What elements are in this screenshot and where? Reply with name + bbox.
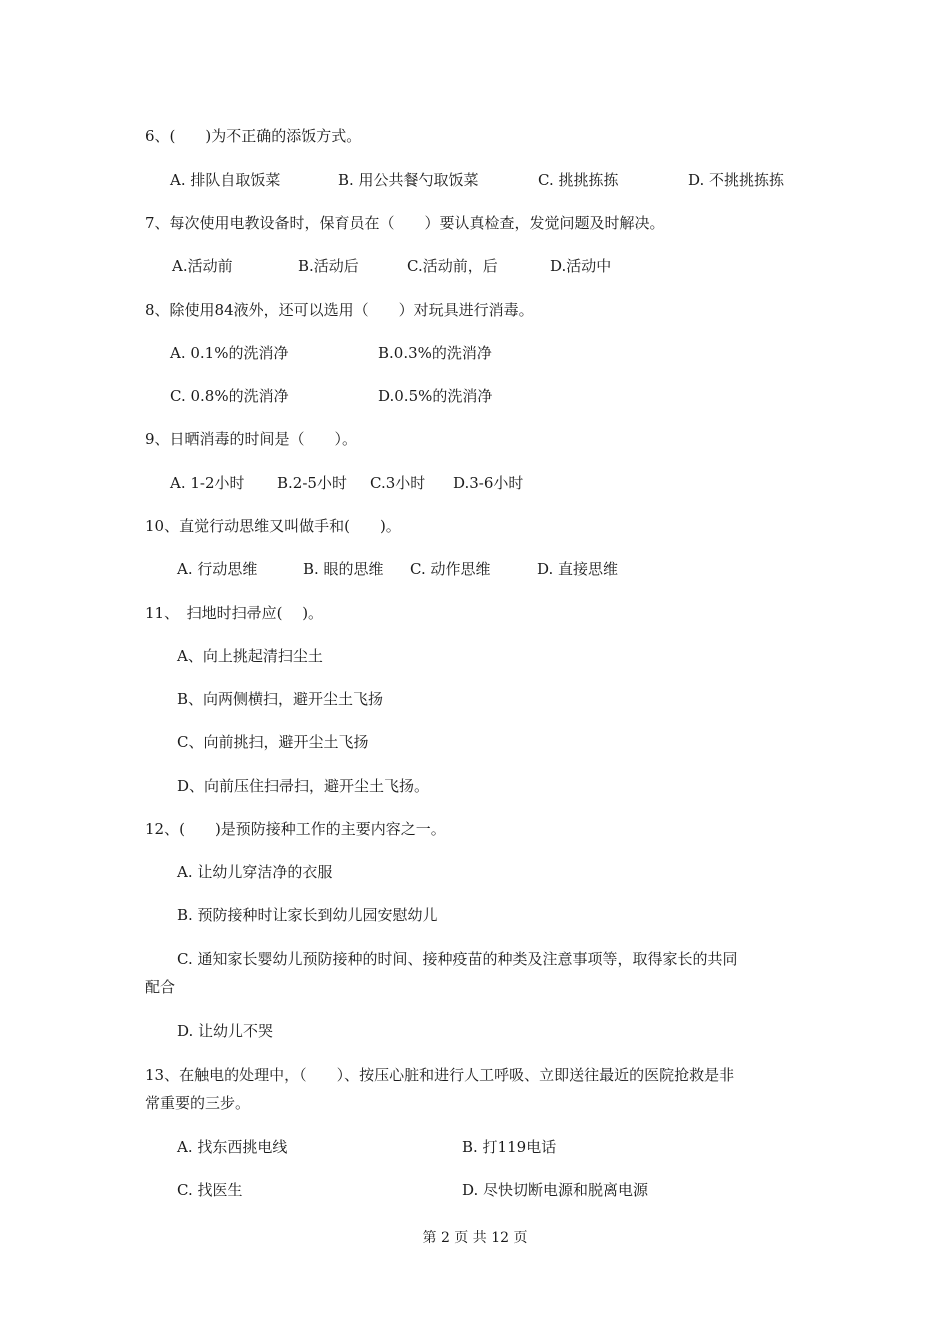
question-8-option-a: A. 0.1%的洗消净 bbox=[170, 344, 289, 362]
question-7-option-d: D.活动中 bbox=[550, 257, 612, 275]
question-6-option-d: D. 不挑挑拣拣 bbox=[688, 171, 785, 189]
question-7-option-c: C.活动前，后 bbox=[407, 257, 498, 275]
page-number-footer: 第 2 页 共 12 页 bbox=[422, 1230, 528, 1246]
question-7-stem: 7、每次使用电教设备时，保育员在（ ）要认真检查，发觉问题及时解决。 bbox=[145, 214, 665, 232]
question-13-option-d: D. 尽快切断电源和脱离电源 bbox=[462, 1181, 649, 1199]
question-10-option-a: A. 行动思维 bbox=[177, 560, 258, 578]
question-10-option-b: B. 眼的思维 bbox=[303, 560, 384, 578]
question-8-stem: 8、除使用84液外，还可以选用（ ）对玩具进行消毒。 bbox=[145, 301, 534, 319]
question-6-stem: 6、( )为不正确的添饭方式。 bbox=[145, 127, 362, 145]
question-8-option-c: C. 0.8%的洗消净 bbox=[170, 387, 289, 405]
question-7-option-a: A.活动前 bbox=[172, 257, 233, 275]
question-12-option-d: D. 让幼儿不哭 bbox=[177, 1022, 274, 1040]
question-9-stem: 9、日晒消毒的时间是（ ）。 bbox=[145, 430, 358, 448]
question-9-option-a: A. 1-2小时 bbox=[170, 474, 245, 492]
question-13-stem-line1: 13、在触电的处理中，（ ）、按压心脏和进行人工呼吸、立即送往最近的医院抢救是非 bbox=[145, 1066, 735, 1084]
question-10-option-c: C. 动作思维 bbox=[410, 560, 491, 578]
question-11-option-c: C、向前挑扫，避开尘土飞扬 bbox=[177, 733, 369, 751]
question-12-option-c-line1: C. 通知家长婴幼儿预防接种的时间、接种疫苗的种类及注意事项等，取得家长的共同 bbox=[177, 950, 738, 968]
question-6-option-b: B. 用公共餐勺取饭菜 bbox=[338, 171, 479, 189]
question-8-option-d: D.0.5%的洗消净 bbox=[378, 387, 493, 405]
question-12-option-b: B. 预防接种时让家长到幼儿园安慰幼儿 bbox=[177, 906, 438, 924]
question-12-stem: 12、( )是预防接种工作的主要内容之一。 bbox=[145, 820, 446, 838]
question-13-option-a: A. 找东西挑电线 bbox=[177, 1138, 288, 1156]
question-6-option-a: A. 排队自取饭菜 bbox=[170, 171, 281, 189]
question-13-option-c: C. 找医生 bbox=[177, 1181, 243, 1199]
question-7-option-b: B.活动后 bbox=[298, 257, 359, 275]
question-9-option-b: B.2-5小时 bbox=[277, 474, 347, 492]
question-13-option-b: B. 打119电话 bbox=[462, 1138, 557, 1156]
question-10-stem: 10、直觉行动思维又叫做手和( )。 bbox=[145, 517, 401, 535]
question-11-stem: 11、 扫地时扫帚应( )。 bbox=[145, 604, 324, 622]
question-9-option-d: D.3-6小时 bbox=[453, 474, 524, 492]
question-11-option-a: A、向上挑起清扫尘土 bbox=[177, 647, 323, 665]
question-12-option-a: A. 让幼儿穿洁净的衣服 bbox=[177, 863, 333, 881]
question-9-option-c: C.3小时 bbox=[370, 474, 426, 492]
question-11-option-d: D、向前压住扫帚扫，避开尘土飞扬。 bbox=[177, 777, 430, 795]
question-12-option-c-line2: 配合 bbox=[145, 978, 176, 996]
question-6-option-c: C. 挑挑拣拣 bbox=[538, 171, 619, 189]
question-11-option-b: B、向两侧横扫，避开尘土飞扬 bbox=[177, 690, 384, 708]
question-10-option-d: D. 直接思维 bbox=[537, 560, 619, 578]
question-8-option-b: B.0.3%的洗消净 bbox=[378, 344, 492, 362]
question-13-stem-line2: 常重要的三步。 bbox=[145, 1094, 251, 1112]
